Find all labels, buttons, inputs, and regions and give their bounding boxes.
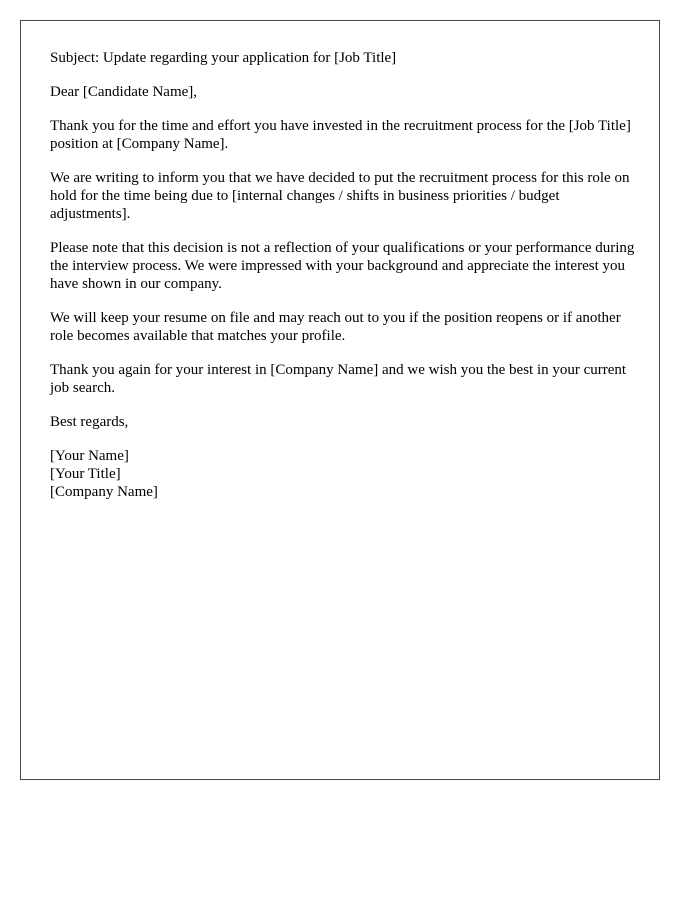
letter-paragraph-3: Please note that this decision is not a reflection of your qualifications or your performance during the interview process. We were impressed with your background and appreciate the interest you have shown in our company. (50, 240, 635, 292)
letter-paragraph-5: Thank you again for your interest in [Company Name] and we wish you the best in your current job search. (50, 362, 627, 396)
signature-name: [Your Name] (50, 448, 129, 464)
signature-title: [Your Title] (50, 466, 121, 482)
letter-salutation: Dear [Candidate Name], (50, 84, 198, 100)
letter-paragraph-1: Thank you for the time and effort you have invested in the recruitment process for the [Job Title] position at [Company Name]. (50, 118, 631, 152)
letter-frame (20, 20, 660, 780)
letter-body (50, 49, 640, 517)
signature-company: [Company Name] (50, 484, 158, 500)
letter-paragraph-2: We are writing to inform you that we have decided to put the recruitment process for this role on hold for the time being due to [internal changes / shifts in business priorities / budget adjustments]. (50, 170, 630, 222)
letter-closing: Best regards, (50, 414, 129, 430)
signature-block (50, 447, 640, 501)
letter-paragraph-4: We will keep your resume on file and may reach out to you if the position reopens or if another role becomes available that matches your profile. (50, 310, 621, 344)
letter-subject: Subject: Update regarding your application for [Job Title] (50, 50, 397, 66)
